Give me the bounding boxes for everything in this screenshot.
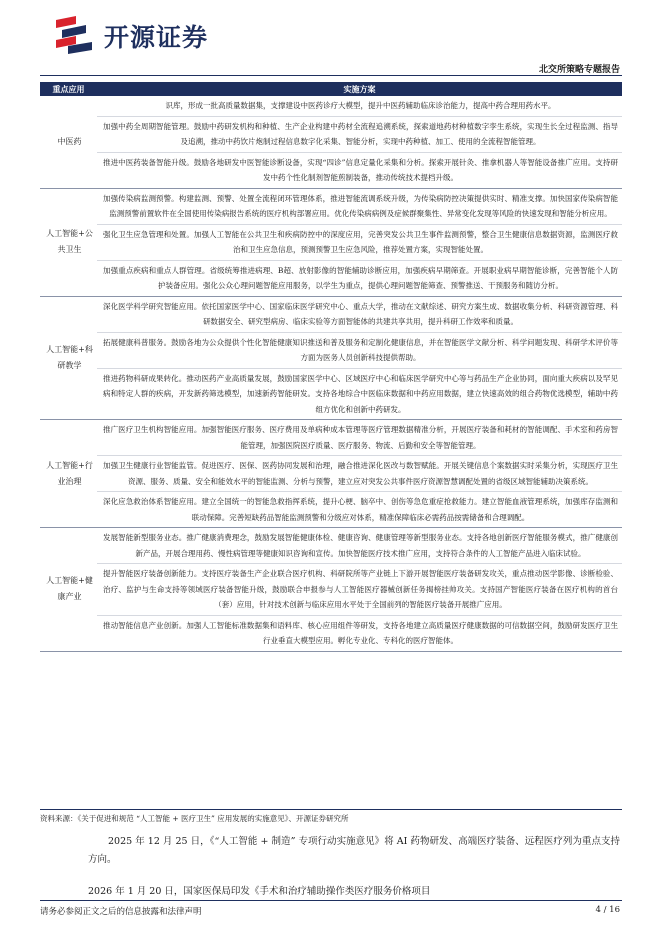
- table-row: [40, 296, 622, 332]
- category-health-industry: 人工智能+健康产业: [40, 528, 97, 652]
- col-header-application: 重点应用: [40, 82, 97, 96]
- plan-text: 推广医疗卫生机构智能应用。加强智能医疗服务、医疗费用及单病种成本管理等医疗管理数据精准分析，开展医疗装备和耗材的智能调配、手术室和药房智能管理，加强医院医疗质量、医疗服务、物流、后勤和安全等智能管理。: [97, 420, 622, 456]
- table-row: [40, 564, 622, 616]
- table-row: [40, 96, 622, 116]
- body-paragraph: 2026 年 1 月 20 日，国家医保局印发《手术和治疗辅助操作类医疗服务价格项目: [88, 886, 431, 897]
- col-header-plan: 实施方案: [97, 82, 622, 96]
- policy-table: [40, 82, 622, 652]
- logo-text: 开源证券: [104, 23, 209, 52]
- table-row: [40, 615, 622, 651]
- plan-text: 推动智能信息产业创新。加强人工智能标准数据集和语料库、核心应用组件等研发，支持各地建立高质量医疗健康数据的可信数据空间，鼓励研发医疗卫生行业垂直大模型应用。孵化专业化、专科化的医疗智能体。: [97, 615, 622, 651]
- plan-text: 加强传染病监测预警。构建监测、预警、处置全流程闭环管理体系，推进智能流调系统升级，为传染病防控决策提供实时、精准支撑。加快国家传染病智能监测预警前置软件在全国使用传染病报告系统的医疗机构部署应用。优化传染病病例及症候群聚集性、异常变化发现等风险的快速发现和智能分析应用。: [97, 188, 622, 224]
- source-rule: [40, 809, 622, 810]
- table-row: [40, 224, 622, 260]
- plan-text: 提升智能医疗装备创新能力。支持医疗装备生产企业联合医疗机构、科研院所等产业链上下游开展智能医疗装备研发攻关，重点推动医学影像、诊断检验、治疗、监护与生命支持等领域医疗装备智能升级，鼓励联合申报参与人工智能医疗器械创新任务揭榜挂帅攻关。支持国产智能医疗装备在医疗机构的首台（套）应用，针对技术创新与临床应用水平处于全国前列的智能医疗装备开展推广应用。: [97, 564, 622, 616]
- footer-disclaimer: 请务必参阅正文之后的信息披露和法律声明: [40, 907, 202, 917]
- plan-text: 推进中医药装备智能升级。鼓励各地研发中医智能诊断设备，实现“四诊”信息定量化采集和分析。探索开展针灸、推拿机器人等智能设备推广应用。支持研发中药个性化制剂智能煎制装备，推动传统技术提档升级。: [97, 152, 622, 188]
- table-row: [40, 152, 622, 188]
- kaiyuan-logo-icon: [52, 14, 96, 54]
- table-row: [40, 116, 622, 152]
- plan-text: 加强中药全周期智能管理。鼓励中药研发机构和种植、生产企业构建中药材全流程追溯系统，探索道地药材种植数字孪生系统，实现生长全过程监测、指导及追溯，推动中药饮片炮制过程信息数字化采集、智能分析，实现中药种植、加工、使用的全流程智能管理。: [97, 116, 622, 152]
- table-row: [40, 188, 622, 224]
- table-row: [40, 456, 622, 492]
- category-tcm: 中医药: [40, 96, 97, 188]
- page-number: 4 / 16: [595, 905, 620, 915]
- plan-text: 推进药物科研成果转化。推动医药产业高质量发展，鼓励国家医学中心、区域医疗中心和临床医学研究中心等与药品生产企业协同，面向重大疾病以及罕见病和特定人群的疾病，开发新药筛选模型，加速新药智能研发。支持各地综合中医临床数据和中药应用数据，建立快速高效的组合药物优选模型，辅助中药组方优化和创新中药研发。: [97, 368, 622, 420]
- header-rule: [40, 75, 622, 76]
- plan-text: 发展智能新型服务业态。推广健康消费理念，鼓励发展智能健康体检、健康咨询、健康管理等新型服务业态。支持各地创新医疗智能服务模式，推广健康创新产品，开展合理用药、慢性病管理等健康知识咨询和宣传。加快智能医疗技术推广应用，支持符合条件的人工智能产品进入临床试验。: [97, 528, 622, 564]
- table-row: [40, 420, 622, 456]
- plan-text: 加强卫生健康行业智能监管。促进医疗、医保、医药协同发展和治理，融合推进深化医改与数智赋能。开展关键信息个案数据实时采集分析，实现医疗卫生资源、服务、质量、安全和能效水平的智能监测、分析与预警，建立应对突发公共事件医疗资源智慧调配处置的省级区域智能辅助决策系统。: [97, 456, 622, 492]
- plan-text: 深化应急救治体系智能应用。建立全国统一的智能急救指挥系统，提升心梗、脑卒中、创伤等急危重症抢救能力。建立智能血液管理系统，加强库存监测和联动保障。完善短缺药品智能监测预警和分级应对体系，精准保障临床必需药品按需储备和合理调配。: [97, 492, 622, 528]
- table-row: [40, 492, 622, 528]
- table-row: [40, 260, 622, 296]
- page-header: [0, 0, 662, 62]
- plan-text: 深化医学科学研究智能应用。依托国家医学中心、国家临床医学研究中心、重点大学，推动在文献综述、研究方案生成、数据收集分析、科研资源管理、科研数据安全、研究型病房、临床实验等方面智能体的共建共享共用，提升科研工作效率和质量。: [97, 296, 622, 332]
- plan-text: 拓展健康科普服务。鼓励各地为公众提供个性化智能健康知识推送和普及服务和定制化健康信息，并在智能医学文献分析、科学问题发现、科研学术评价等方面为医务人员创新科技提供帮助。: [97, 332, 622, 368]
- table-header-row: [40, 82, 622, 96]
- table-row: [40, 332, 622, 368]
- category-public-health: 人工智能+公共卫生: [40, 188, 97, 296]
- plan-text: 加强重点疾病和重点人群管理。省级统筹推进病理、B超、放射影像的智能辅助诊断应用，加强疾病早期筛查。开展职业病早期智能诊断，完善智能个人防护装备应用。强化公众心理问题智能应用服务，以学生为重点，提供心理问题智能筛查、预警推送、干预服务和随访分析。: [97, 260, 622, 296]
- plan-text: 识库，形成一批高质量数据集，支撑建设中医药诊疗大模型，提升中医药辅助临床诊治能力，提高中药合理用药水平。: [97, 96, 622, 116]
- report-type: 北交所策略专题报告: [538, 65, 620, 75]
- table-row: [40, 368, 622, 420]
- footer-rule: [40, 900, 622, 901]
- table-row: [40, 528, 622, 564]
- plan-text: 强化卫生应急管理和处置。加强人工智能在公共卫生和疾病防控中的深度应用，完善突发公共卫生事件监测预警，整合卫生健康信息数据资源，监测医疗救治和卫生应急信息，预测预警卫生应急风险，推荐处置方案，实现智能处置。: [97, 224, 622, 260]
- category-industry-governance: 人工智能+行业治理: [40, 420, 97, 528]
- category-research-teaching: 人工智能+科研教学: [40, 296, 97, 420]
- body-paragraph: 2025 年 12 月 25 日，《“人工智能 + 制造” 专项行动实施意见》将 AI 药物研发、高端医疗装备、远程医疗列为重点支持方向。: [88, 836, 620, 865]
- source-note: 资料来源：《关于促进和规范 “人工智能 + 医疗卫生” 应用发展的实施意见》、开源证券研究所: [40, 814, 349, 823]
